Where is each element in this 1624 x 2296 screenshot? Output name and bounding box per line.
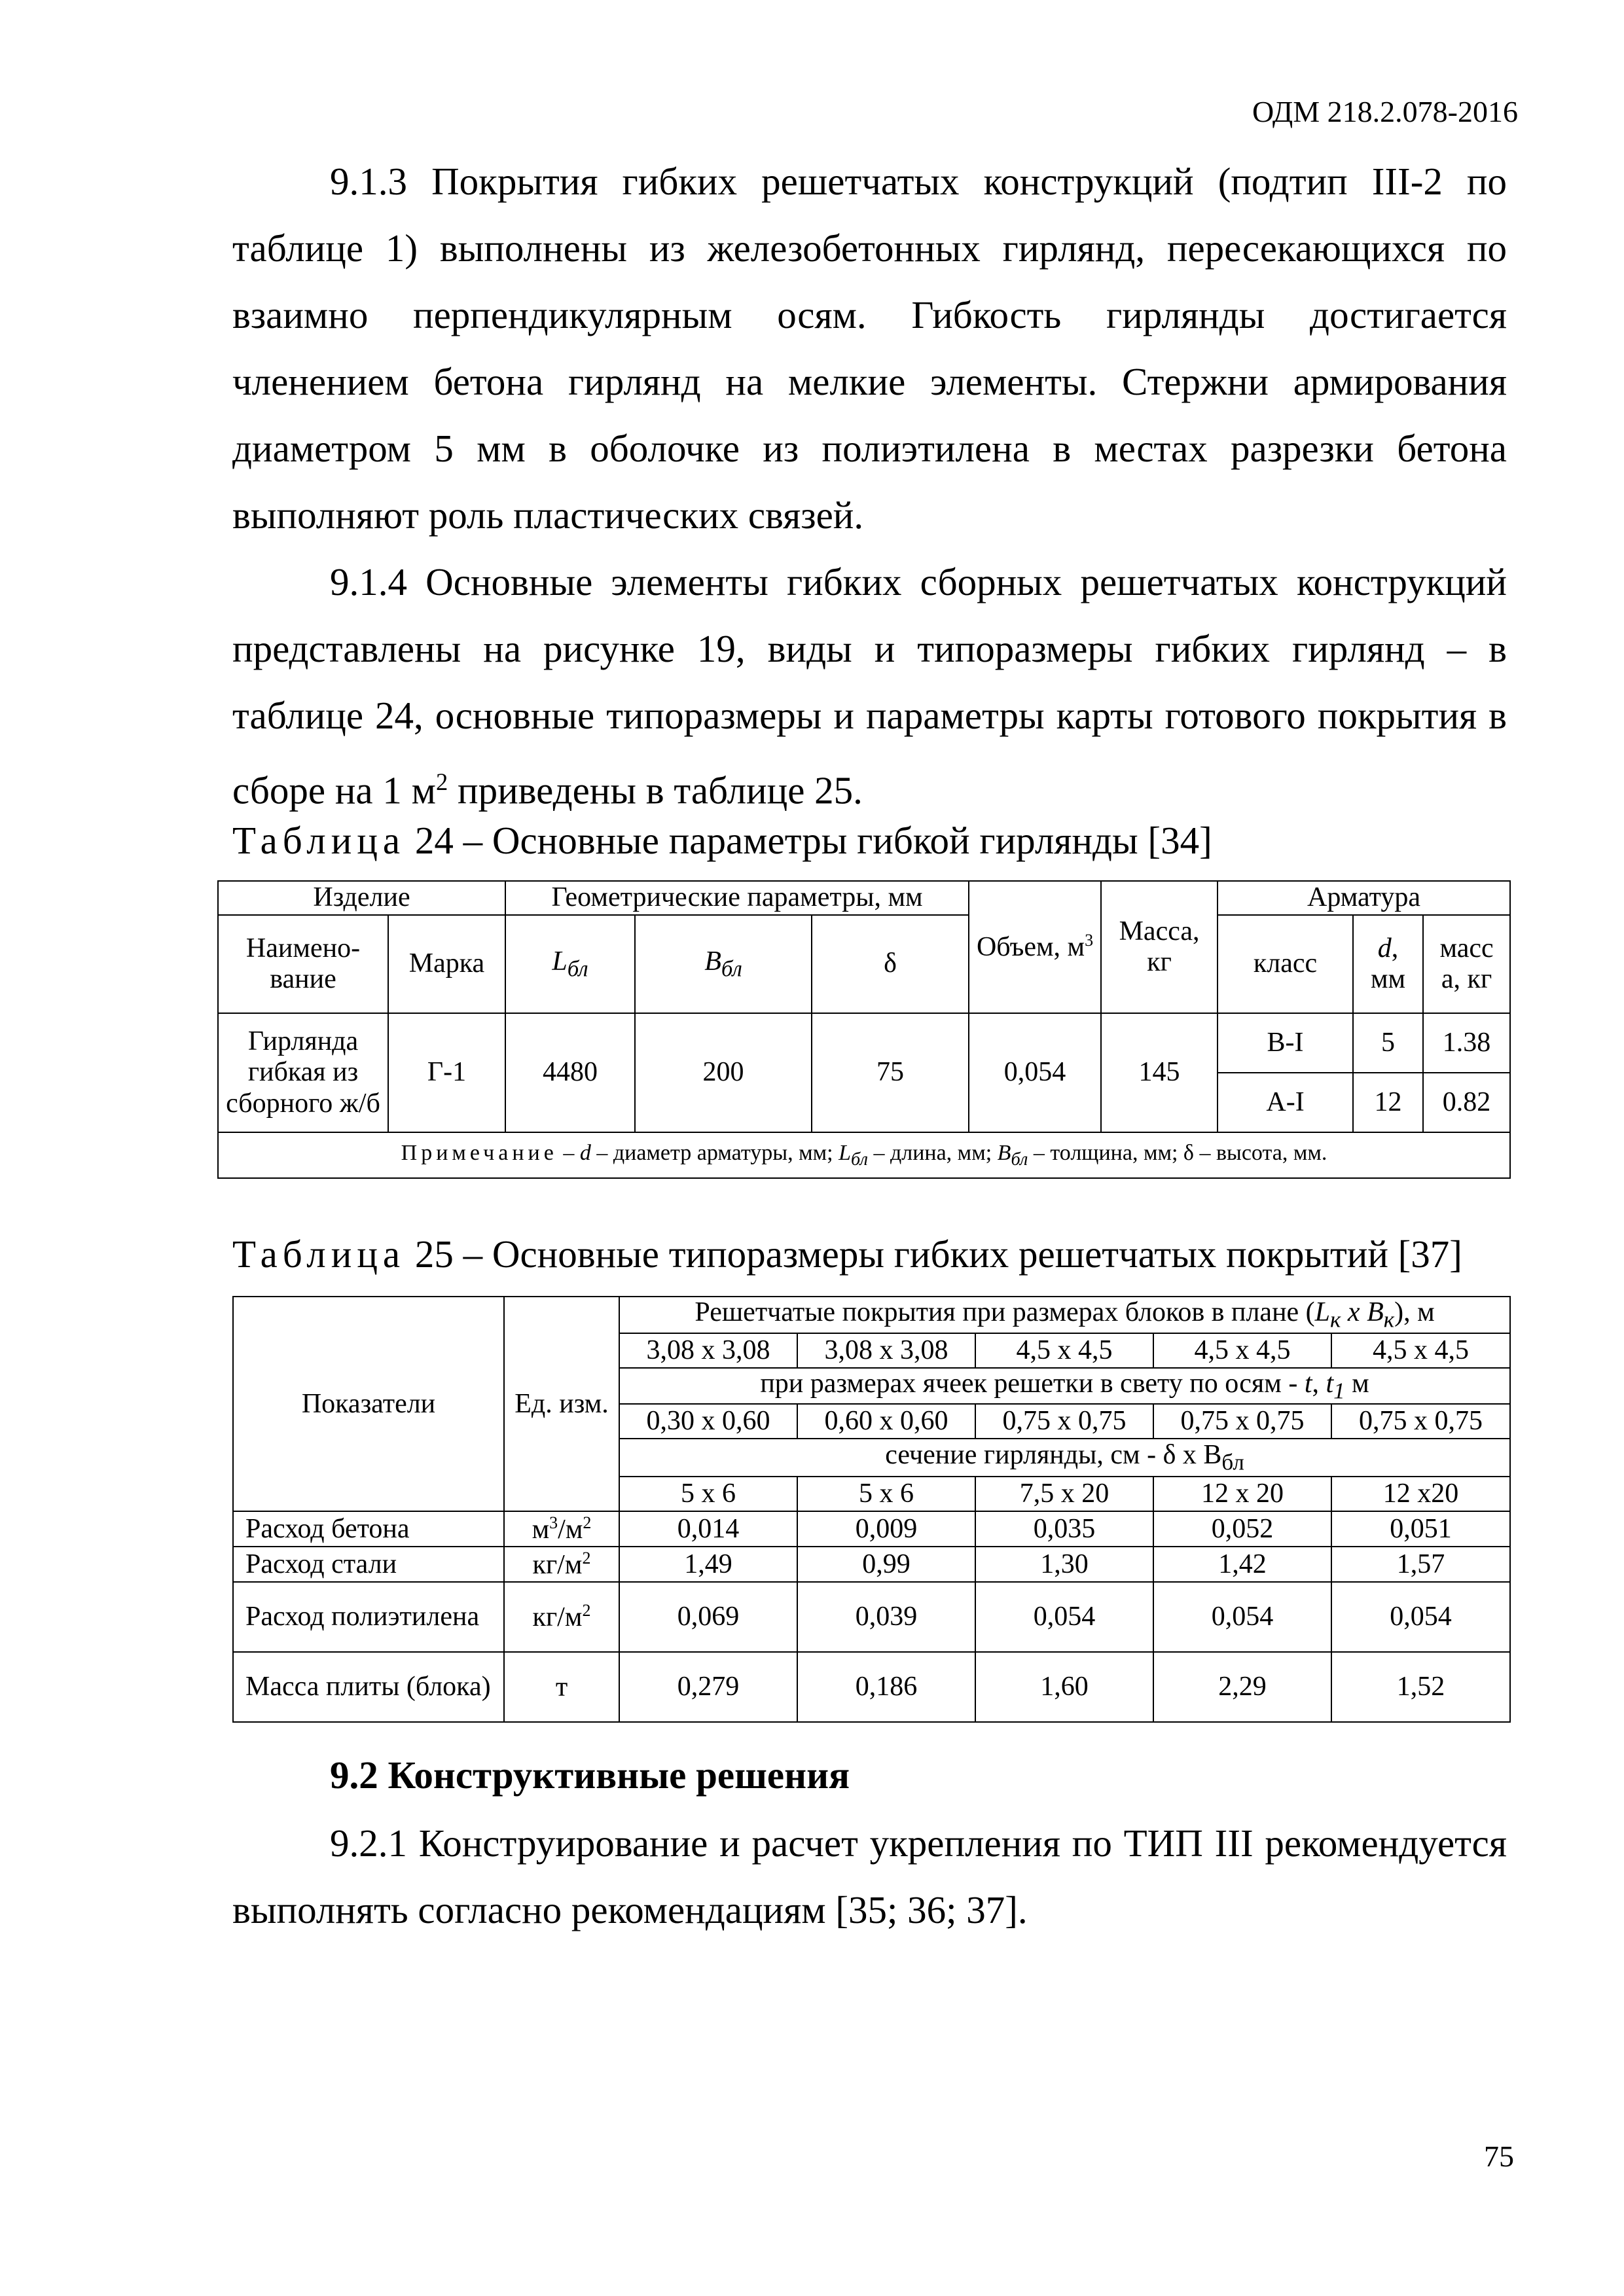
cell-volume: 0,054	[969, 1013, 1101, 1132]
table-24-group-header	[218, 881, 1510, 915]
subscript: бл	[721, 956, 742, 982]
header-marka: Марка	[388, 915, 505, 1013]
cell-mesh-size: 0,75 x 0,75	[1331, 1404, 1510, 1439]
header-indicator: Показатели	[233, 1297, 504, 1511]
table-25	[232, 1296, 1511, 1723]
header-unit: Ед. изм.	[504, 1297, 619, 1511]
cell-value: 1,30	[975, 1547, 1153, 1582]
symbol-d: d	[1377, 933, 1392, 963]
header-text: ,	[1312, 1368, 1326, 1399]
note-text: – длина, мм;	[867, 1140, 998, 1165]
row-label: Расход стали	[233, 1547, 504, 1582]
subscript: к	[1330, 1306, 1341, 1333]
unit-text: /м	[558, 1514, 583, 1545]
table-24-column-header	[218, 915, 1510, 1013]
cell-value: 0,279	[619, 1652, 797, 1722]
header-text: при размерах ячеек решетки в свету по осям -	[760, 1368, 1305, 1399]
symbol-b: B	[997, 1140, 1011, 1165]
cell-mesh-size: 0,75 x 0,75	[1153, 1404, 1331, 1439]
cell-value: 0,014	[619, 1511, 797, 1547]
header-arm-mass: масс а, кг	[1423, 915, 1510, 1013]
header-mesh-sizes	[619, 1368, 1510, 1405]
row-label: Масса плиты (блока)	[233, 1652, 504, 1722]
superscript: 2	[435, 768, 448, 795]
paragraph-9-2-1: 9.2.1 Конструирование и расчет укрепления по ТИП III рекомендуется выполнять согласно рекомендациям [35; 36; 37].	[232, 1821, 1507, 1931]
header-class: класс	[1218, 915, 1353, 1013]
cell-mass: 145	[1101, 1013, 1218, 1132]
cell-value: 0,069	[619, 1582, 797, 1652]
cell-block-size: 4,5 x 4,5	[1153, 1333, 1331, 1368]
header-section	[619, 1439, 1510, 1477]
header-geometric-params: Геометрические параметры, мм	[505, 881, 969, 915]
cell-delta: 75	[812, 1013, 969, 1132]
cell-value: 2,29	[1153, 1652, 1331, 1722]
note-text: –	[557, 1140, 580, 1165]
header-text: Решетчатые покрытия при размерах блоков в плане (	[695, 1297, 1315, 1327]
cell-value: 0,009	[797, 1511, 975, 1547]
header-block-sizes	[619, 1297, 1510, 1333]
table-25-header-row	[233, 1297, 1510, 1333]
caption-label: Таблица	[232, 1232, 406, 1276]
cell-name: Гирлянда гибкая из сборного ж/б	[218, 1013, 388, 1132]
symbol-t: t	[1304, 1368, 1312, 1399]
cell-arm-mass: 1.38	[1423, 1013, 1510, 1073]
header-text: сечение гирлянды, см - δ x B	[885, 1440, 1222, 1471]
subscript: бл	[567, 956, 588, 982]
table-row	[233, 1511, 1510, 1547]
header-armatura: Арматура	[1218, 881, 1510, 915]
cell-d: 5	[1353, 1013, 1423, 1073]
subscript: бл	[1221, 1449, 1244, 1475]
table-24-note	[218, 1132, 1510, 1178]
note-text: – толщина, мм; δ – высота, мм.	[1028, 1140, 1327, 1165]
cell-d: 12	[1353, 1073, 1423, 1132]
row-label: Расход бетона	[233, 1511, 504, 1547]
note-text: – диаметр арматуры, мм;	[590, 1140, 839, 1165]
table-25-caption	[232, 1232, 1462, 1276]
note-label: Примечание	[401, 1140, 558, 1165]
header-text: м	[1344, 1368, 1369, 1399]
header-izdelie: Изделие	[218, 881, 505, 915]
cell-mesh-size: 0,60 x 0,60	[797, 1404, 975, 1439]
row-unit	[504, 1511, 619, 1547]
subscript: 1	[1333, 1377, 1345, 1403]
cell-block-size: 4,5 x 4,5	[975, 1333, 1153, 1368]
unit-text: м	[532, 1514, 550, 1545]
table-row	[233, 1652, 1510, 1722]
table-row	[233, 1582, 1510, 1652]
cell-class: A-I	[1218, 1073, 1353, 1132]
superscript: 2	[583, 1513, 592, 1532]
paragraph-9-1-4-end: приведены в таблице 25.	[448, 768, 863, 812]
symbol-b: B	[704, 946, 721, 977]
subscript: к	[1383, 1306, 1395, 1333]
caption-title: 24 – Основные параметры гибкой гирлянды [34]	[405, 819, 1212, 862]
table-row	[218, 1013, 1510, 1073]
symbol-x: x	[1341, 1297, 1367, 1327]
superscript: 3	[1085, 931, 1094, 950]
row-unit	[504, 1547, 619, 1582]
row-label: Расход полиэтилена	[233, 1582, 504, 1652]
symbol-d: d	[579, 1140, 591, 1165]
paragraph-9-1-4	[232, 548, 1507, 824]
cell-value: 0,035	[975, 1511, 1153, 1547]
unit-text: кг/м	[532, 1602, 583, 1633]
header-text: ), м	[1394, 1297, 1435, 1327]
cell-value: 0,054	[1331, 1582, 1510, 1652]
header-volume	[969, 881, 1101, 1013]
header-d	[1353, 915, 1423, 1013]
cell-value: 1,60	[975, 1652, 1153, 1722]
cell-section: 5 x 6	[619, 1477, 797, 1511]
section-heading: 9.2 Конструктивные решения	[330, 1753, 850, 1797]
cell-value: 1,49	[619, 1547, 797, 1582]
symbol-l: L	[1314, 1297, 1331, 1327]
row-unit	[504, 1652, 619, 1722]
unit: , мм	[1370, 933, 1406, 994]
header-l	[505, 915, 635, 1013]
section-9-2-text	[232, 1810, 1507, 1943]
header-mass: Масса, кг	[1101, 881, 1218, 1013]
subscript: бл	[851, 1149, 868, 1170]
intro-text	[232, 148, 1507, 824]
caption-label: Таблица	[232, 819, 406, 862]
unit-text: кг/м	[532, 1549, 583, 1580]
symbol-b: B	[1367, 1297, 1384, 1327]
symbol-l: L	[839, 1140, 852, 1165]
cell-l: 4480	[505, 1013, 635, 1132]
cell-value: 0,054	[975, 1582, 1153, 1652]
cell-value: 0,051	[1331, 1511, 1510, 1547]
cell-value: 1,57	[1331, 1547, 1510, 1582]
cell-arm-mass: 0.82	[1423, 1073, 1510, 1132]
table-row	[233, 1547, 1510, 1582]
unit-text: т	[555, 1672, 568, 1703]
header-name: Наимено-вание	[218, 915, 388, 1013]
cell-value: 1,52	[1331, 1652, 1510, 1722]
cell-value: 0,052	[1153, 1511, 1331, 1547]
row-unit	[504, 1582, 619, 1652]
header-delta: δ	[812, 915, 969, 1013]
cell-mesh-size: 0,75 x 0,75	[975, 1404, 1153, 1439]
cell-mesh-size: 0,30 x 0,60	[619, 1404, 797, 1439]
cell-value: 1,42	[1153, 1547, 1331, 1582]
page-number: 75	[1484, 2140, 1514, 2173]
superscript: 2	[582, 1601, 591, 1621]
cell-marka: Г-1	[388, 1013, 505, 1132]
document-code: ОДМ 218.2.078-2016	[1252, 95, 1518, 128]
paragraph-9-1-4-main: 9.1.4 Основные элементы гибких сборных решетчатых конструкций представлены на рисунке 19, виды и типоразмеры гибких гирлянд – в таблице 24, основные типоразмеры и параметры карты готового покрытия в сборе на 1 м	[232, 560, 1507, 812]
cell-block-size: 4,5 x 4,5	[1331, 1333, 1510, 1368]
superscript: 3	[549, 1513, 558, 1532]
subscript: бл	[1011, 1149, 1028, 1170]
cell-value: 0,054	[1153, 1582, 1331, 1652]
cell-value: 0,99	[797, 1547, 975, 1582]
cell-value: 0,039	[797, 1582, 975, 1652]
cell-value: 0,186	[797, 1652, 975, 1722]
caption-title: 25 – Основные типоразмеры гибких решетчатых покрытий [37]	[405, 1232, 1462, 1276]
cell-section: 5 x 6	[797, 1477, 975, 1511]
table-24	[217, 880, 1511, 1179]
cell-block-size: 3,08 x 3,08	[797, 1333, 975, 1368]
header-volume-text: Объем, м	[976, 932, 1085, 963]
cell-class: B-I	[1218, 1013, 1353, 1073]
cell-block-size: 3,08 x 3,08	[619, 1333, 797, 1368]
paragraph-9-1-3: 9.1.3 Покрытия гибких решетчатых конструкций (подтип III-2 по таблице 1) выполнены из железобетонных гирлянд, пересекающихся по взаимно перпендикулярным осям. Гибкость гирлянды достигается членением бетона гирлянд на мелкие элементы. Стержни армирования диаметром 5 мм в оболочке из полиэтилена в местах разрезки бетона выполняют роль пластических связей.	[232, 160, 1507, 537]
cell-section: 12 x 20	[1153, 1477, 1331, 1511]
cell-b: 200	[635, 1013, 812, 1132]
table-24-caption	[232, 821, 1212, 860]
superscript: 2	[582, 1548, 591, 1568]
symbol-t1: t	[1326, 1368, 1334, 1399]
cell-section: 7,5 x 20	[975, 1477, 1153, 1511]
table-24-note-row	[218, 1132, 1510, 1178]
cell-section: 12 x20	[1331, 1477, 1510, 1511]
header-b	[635, 915, 812, 1013]
symbol-l: L	[552, 946, 568, 977]
